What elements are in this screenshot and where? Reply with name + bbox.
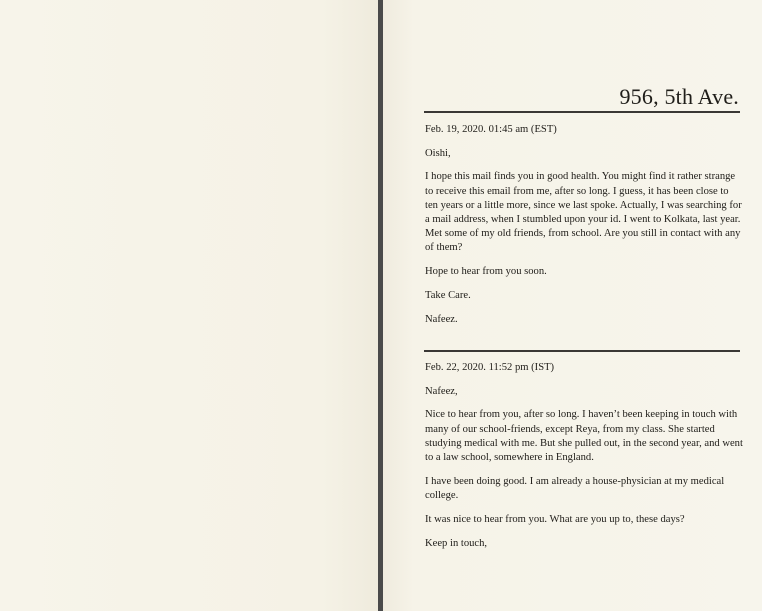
title-divider <box>424 111 740 113</box>
letter-date: Feb. 22, 2020. 11:52 pm (IST) <box>425 362 555 373</box>
letter-signature: Nafeez. <box>425 313 458 325</box>
letter-paragraph: Hope to hear from you soon. <box>425 266 547 278</box>
letter-closing: Take Care. <box>425 290 471 301</box>
letter-paragraph: Nice to hear from you, after so long. I haven’t been keeping in touch with many of our school-friends, except Reya, from my class. She started studying medical with me. But she pulled out, in the second year, and went to a law school, somewhere in England. <box>425 409 743 463</box>
letter-paragraph: It was nice to hear from you. What are you up to, these days? <box>425 513 685 525</box>
right-page <box>383 0 762 611</box>
letter-paragraph: I hope this mail finds you in good health. You might find it rather strange to receive this email from me, after so long. I guess, it has been close to ten years or a little more, since we last spoke. Actually, I was searching for a mail address, when I stumbled upon your id. I went to Kolkata, last year. Met some of my old friends, from school. Are you still in contact with any of them? <box>425 171 742 254</box>
letter-salutation: Nafeez, <box>425 385 458 397</box>
left-page <box>0 0 378 611</box>
letter-divider <box>424 350 740 352</box>
letter-closing: Keep in touch, <box>425 537 488 549</box>
letter-second <box>425 361 743 560</box>
letter-first <box>425 123 743 337</box>
letter-salutation: Oishi, <box>425 147 451 159</box>
letter-paragraph: I have been doing good. I am already a house-physician at my medical college. <box>425 475 725 501</box>
letter-date: Feb. 19, 2020. 01:45 am (EST) <box>425 124 557 135</box>
page-title: 956, 5th Ave. <box>619 84 739 109</box>
